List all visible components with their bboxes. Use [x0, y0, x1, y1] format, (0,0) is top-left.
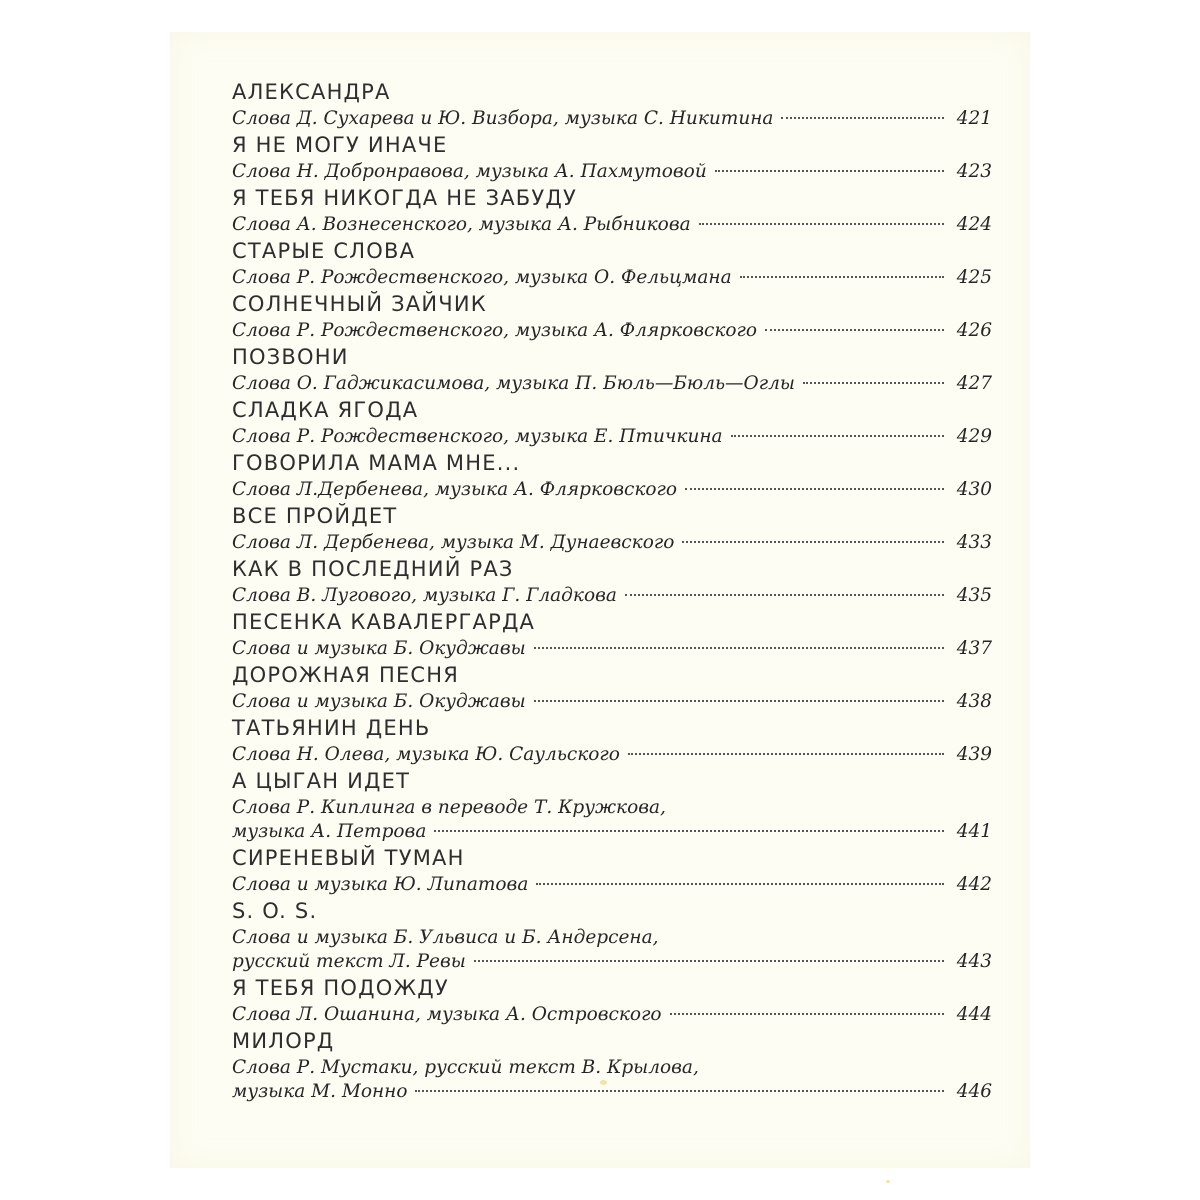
- song-credits: музыка А. Петрова: [232, 821, 427, 842]
- song-title: СТАРЫЕ СЛОВА: [232, 239, 416, 263]
- song-credits: Слова В. Лугового, музыка Г. Гладкова: [232, 585, 617, 606]
- page-number: 430: [956, 479, 992, 500]
- song-credits: Слова Л. Ошанина, музыка А. Островского: [232, 1004, 662, 1025]
- song-credits: Слова и музыка Б. Ульвиса и Б. Андерсена,: [232, 927, 659, 948]
- song-credits-row: [232, 160, 992, 184]
- song-credits-row: [232, 107, 992, 131]
- toc-entry: [232, 131, 992, 184]
- page-number: 426: [956, 320, 992, 341]
- song-title: ВСЕ ПРОЙДЕТ: [232, 504, 398, 528]
- dot-leader: [682, 541, 944, 543]
- toc-entry: [232, 661, 992, 714]
- song-title: СЛАДКА ЯГОДА: [232, 398, 419, 422]
- song-title: ГОВОРИЛА МАМА МНЕ...: [232, 451, 521, 475]
- page-number: 437: [956, 638, 992, 659]
- song-title: ПОЗВОНИ: [232, 345, 349, 369]
- page-number: 423: [956, 161, 992, 182]
- song-credits: Слова и музыка Б. Окуджавы: [232, 638, 526, 659]
- dot-leader: [415, 1090, 944, 1092]
- page-number: 424: [956, 214, 992, 235]
- page-number: 425: [956, 267, 992, 288]
- dot-leader: [740, 276, 944, 278]
- toc-entry: [232, 555, 992, 608]
- paper-speck: [886, 1180, 890, 1183]
- song-credits-row: [232, 1003, 992, 1027]
- page-number: 429: [956, 426, 992, 447]
- toc-entry: [232, 844, 992, 897]
- song-credits-row: [232, 690, 992, 714]
- page-number: 441: [956, 821, 992, 842]
- song-credits-row: [232, 637, 992, 661]
- song-credits: Слова Л. Дербенева, музыка М. Дунаевского: [232, 532, 675, 553]
- toc-entry: [232, 343, 992, 396]
- song-credits: Слова Д. Сухарева и Ю. Визбора, музыка С. Никитина: [232, 108, 774, 129]
- dot-leader: [536, 883, 944, 885]
- page-number: 444: [956, 1004, 992, 1025]
- dot-leader: [685, 488, 944, 490]
- page-number: 427: [956, 373, 992, 394]
- toc-entry: [232, 290, 992, 343]
- dot-leader: [699, 223, 944, 225]
- song-title: АЛЕКСАНДРА: [232, 80, 391, 104]
- song-title: Я ТЕБЯ ПОДОЖДУ: [232, 976, 449, 1000]
- song-credits: Слова Р. Рождественского, музыка О. Фельцмана: [232, 267, 732, 288]
- dot-leader: [803, 382, 944, 384]
- song-credits-row: [232, 820, 992, 844]
- song-credits: русский текст Л. Ревы: [232, 951, 466, 972]
- toc-entry: [232, 78, 992, 131]
- page-number: 439: [956, 744, 992, 765]
- song-credits: Слова Н. Олева, музыка Ю. Саульского: [232, 744, 620, 765]
- song-credits-row: [232, 266, 992, 290]
- song-title: ТАТЬЯНИН ДЕНЬ: [232, 716, 431, 740]
- song-credits-row: [232, 531, 992, 555]
- song-title: А ЦЫГАН ИДЕТ: [232, 769, 411, 793]
- page-number: 433: [956, 532, 992, 553]
- toc-entry: [232, 897, 992, 974]
- song-credits: Слова Н. Добронравова, музыка А. Пахмутовой: [232, 161, 707, 182]
- song-title: Я НЕ МОГУ ИНАЧЕ: [232, 133, 448, 157]
- page-number: 442: [956, 874, 992, 895]
- song-credits: Слова Р. Рождественского, музыка А. Флярковского: [232, 320, 758, 341]
- toc-entry: [232, 237, 992, 290]
- song-credits-row: [232, 425, 992, 449]
- song-credits: музыка М. Монно: [232, 1081, 408, 1102]
- song-credits-row: [232, 1080, 992, 1104]
- song-credits: Слова и музыка Б. Окуджавы: [232, 691, 526, 712]
- song-title: СОЛНЕЧНЫЙ ЗАЙЧИК: [232, 292, 487, 316]
- song-credits: Слова Р. Мустаки, русский текст В. Крылова,: [232, 1057, 699, 1078]
- song-credits-row: [232, 319, 992, 343]
- song-credits-row: [232, 584, 992, 608]
- song-title: СИРЕНЕВЫЙ ТУМАН: [232, 846, 465, 870]
- dot-leader: [765, 329, 944, 331]
- toc-entry: [232, 449, 992, 502]
- dot-leader: [628, 753, 944, 755]
- song-credits: Слова Р. Киплинга в переводе Т. Кружкова,: [232, 797, 666, 818]
- toc-entry: [232, 767, 992, 844]
- page-number: 446: [956, 1081, 992, 1102]
- dot-leader: [731, 435, 944, 437]
- song-credits-row: [232, 743, 992, 767]
- song-title: МИЛОРД: [232, 1029, 335, 1053]
- song-credits: Слова и музыка Ю. Липатова: [232, 874, 529, 895]
- dot-leader: [434, 830, 944, 832]
- page-number: 421: [956, 108, 992, 129]
- dot-leader: [534, 647, 944, 649]
- song-title: КАК В ПОСЛЕДНИЙ РАЗ: [232, 557, 514, 581]
- page-number: 435: [956, 585, 992, 606]
- dot-leader: [625, 594, 944, 596]
- song-credits-row: [232, 213, 992, 237]
- dot-leader: [474, 960, 944, 962]
- dot-leader: [715, 170, 944, 172]
- book-page: [170, 32, 1030, 1168]
- song-title: ДОРОЖНАЯ ПЕСНЯ: [232, 663, 460, 687]
- toc-entry: [232, 396, 992, 449]
- toc-entry: [232, 184, 992, 237]
- table-of-contents: [232, 78, 992, 1104]
- toc-entry: [232, 1027, 992, 1104]
- dot-leader: [781, 117, 944, 119]
- song-credits: Слова Р. Рождественского, музыка Е. Птичкина: [232, 426, 723, 447]
- page-number: 443: [956, 951, 992, 972]
- song-credits-row: [232, 873, 992, 897]
- toc-entry: [232, 502, 992, 555]
- toc-entry: [232, 608, 992, 661]
- song-title: S. O. S.: [232, 899, 318, 923]
- song-credits: Слова А. Вознесенского, музыка А. Рыбникова: [232, 214, 691, 235]
- song-credits-row: [232, 372, 992, 396]
- dot-leader: [534, 700, 944, 702]
- dot-leader: [670, 1013, 944, 1015]
- paper-speck: [600, 1080, 607, 1085]
- toc-entry: [232, 714, 992, 767]
- song-title: ПЕСЕНКА КАВАЛЕРГАРДА: [232, 610, 536, 634]
- song-credits: Слова О. Гаджикасимова, музыка П. Бюль—Бюль—Оглы: [232, 373, 795, 394]
- song-credits-row: [232, 478, 992, 502]
- toc-entry: [232, 974, 992, 1027]
- page-number: 438: [956, 691, 992, 712]
- song-credits: Слова Л.Дербенева, музыка А. Флярковского: [232, 479, 678, 500]
- song-title: Я ТЕБЯ НИКОГДА НЕ ЗАБУДУ: [232, 186, 577, 210]
- song-credits-row: [232, 950, 992, 974]
